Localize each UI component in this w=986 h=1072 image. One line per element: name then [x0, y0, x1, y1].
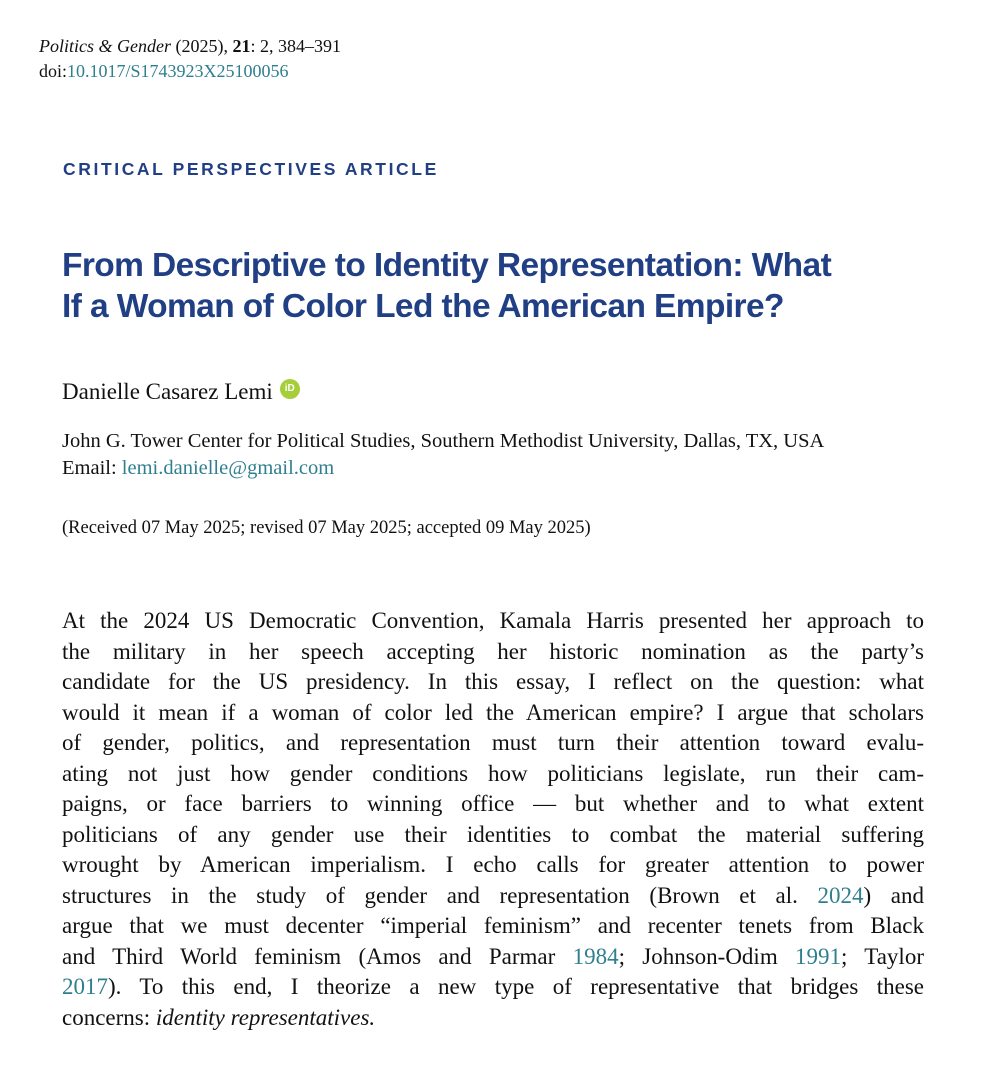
reference-link-brown[interactable]: 2024 [817, 882, 864, 908]
reference-link-taylor[interactable]: 2017 [62, 974, 108, 999]
title-line: From Descriptive to Identity Representation: What [62, 247, 832, 284]
citation-block [39, 34, 341, 84]
article-type-label: CRITICAL PERSPECTIVES ARTICLE [63, 159, 439, 179]
abstract-text: ; Taylor [841, 943, 924, 969]
abstract-text: ). To this end, I theorize a new type of representative that bridges these [108, 974, 924, 999]
abstract-emphasis: identity representatives. [155, 1004, 376, 1030]
abstract-line: ating not just how gender conditions how politicians legislate, run their cam- [62, 760, 924, 786]
abstract-line: politicians of any gender use their identities to combat the material suffering [62, 821, 924, 847]
abstract-text: ; Johnson-Odim [618, 943, 796, 969]
abstract-line [62, 972, 924, 1003]
abstract-text: concerns: [62, 1004, 156, 1030]
abstract-line: would it mean if a woman of color led the American empire? I argue that scholars [62, 699, 924, 725]
reference-link-amos[interactable]: 1984 [572, 943, 619, 969]
author-row [62, 377, 300, 407]
abstract-line: wrought by American imperialism. I echo calls for greater attention to power [62, 852, 924, 877]
abstract-text: structures in the study of gender and representation (Brown et al. [62, 882, 818, 908]
abstract [62, 606, 924, 1033]
abstract-text: ) and [863, 882, 924, 908]
abstract-line: candidate for the US presidency. In this essay, I reflect on the question: what [62, 669, 924, 694]
abstract-line [62, 942, 924, 973]
abstract-line [62, 1003, 924, 1034]
email-label: Email: [62, 457, 117, 479]
abstract-text: and Third World feminism (Amos and Parmar [62, 943, 573, 969]
author-name: Danielle Casarez Lemi [62, 379, 273, 404]
abstract-line: argue that we must decenter “imperial feminism” and recenter tenets from Black [62, 913, 924, 938]
reference-link-johnson[interactable]: 1991 [795, 943, 842, 969]
article-title [62, 245, 942, 327]
citation-year: (2025), [175, 36, 228, 56]
doi-line [39, 59, 341, 84]
abstract-line: the military in her speech accepting her historic nomination as the party’s [62, 638, 924, 664]
citation-issue-pages: : 2, 384–391 [250, 36, 341, 56]
author-affiliation: John G. Tower Center for Political Studies, Southern Methodist University, Dallas, TX, USA [62, 430, 825, 452]
abstract-line: At the 2024 US Democratic Convention, Kamala Harris presented her approach to [62, 608, 924, 633]
orcid-icon[interactable]: iD [280, 379, 300, 399]
doi-label: doi: [39, 61, 68, 81]
received-dates: (Received 07 May 2025; revised 07 May 2025; accepted 09 May 2025) [62, 518, 591, 538]
abstract-line: of gender, politics, and representation must turn their attention toward evalu- [62, 730, 924, 755]
journal-name: Politics & Gender [39, 36, 171, 56]
doi-link[interactable]: 10.1017/S1743923X25100056 [67, 61, 289, 81]
abstract-line [62, 881, 924, 912]
abstract-line: paigns, or face barriers to winning office — but whether and to what extent [62, 791, 924, 816]
email-row [62, 455, 334, 482]
citation-volume: 21 [232, 36, 251, 56]
email-link[interactable]: lemi.danielle@gmail.com [121, 457, 335, 479]
citation-line [39, 34, 341, 59]
title-line: If a Woman of Color Led the American Empire? [62, 288, 784, 325]
